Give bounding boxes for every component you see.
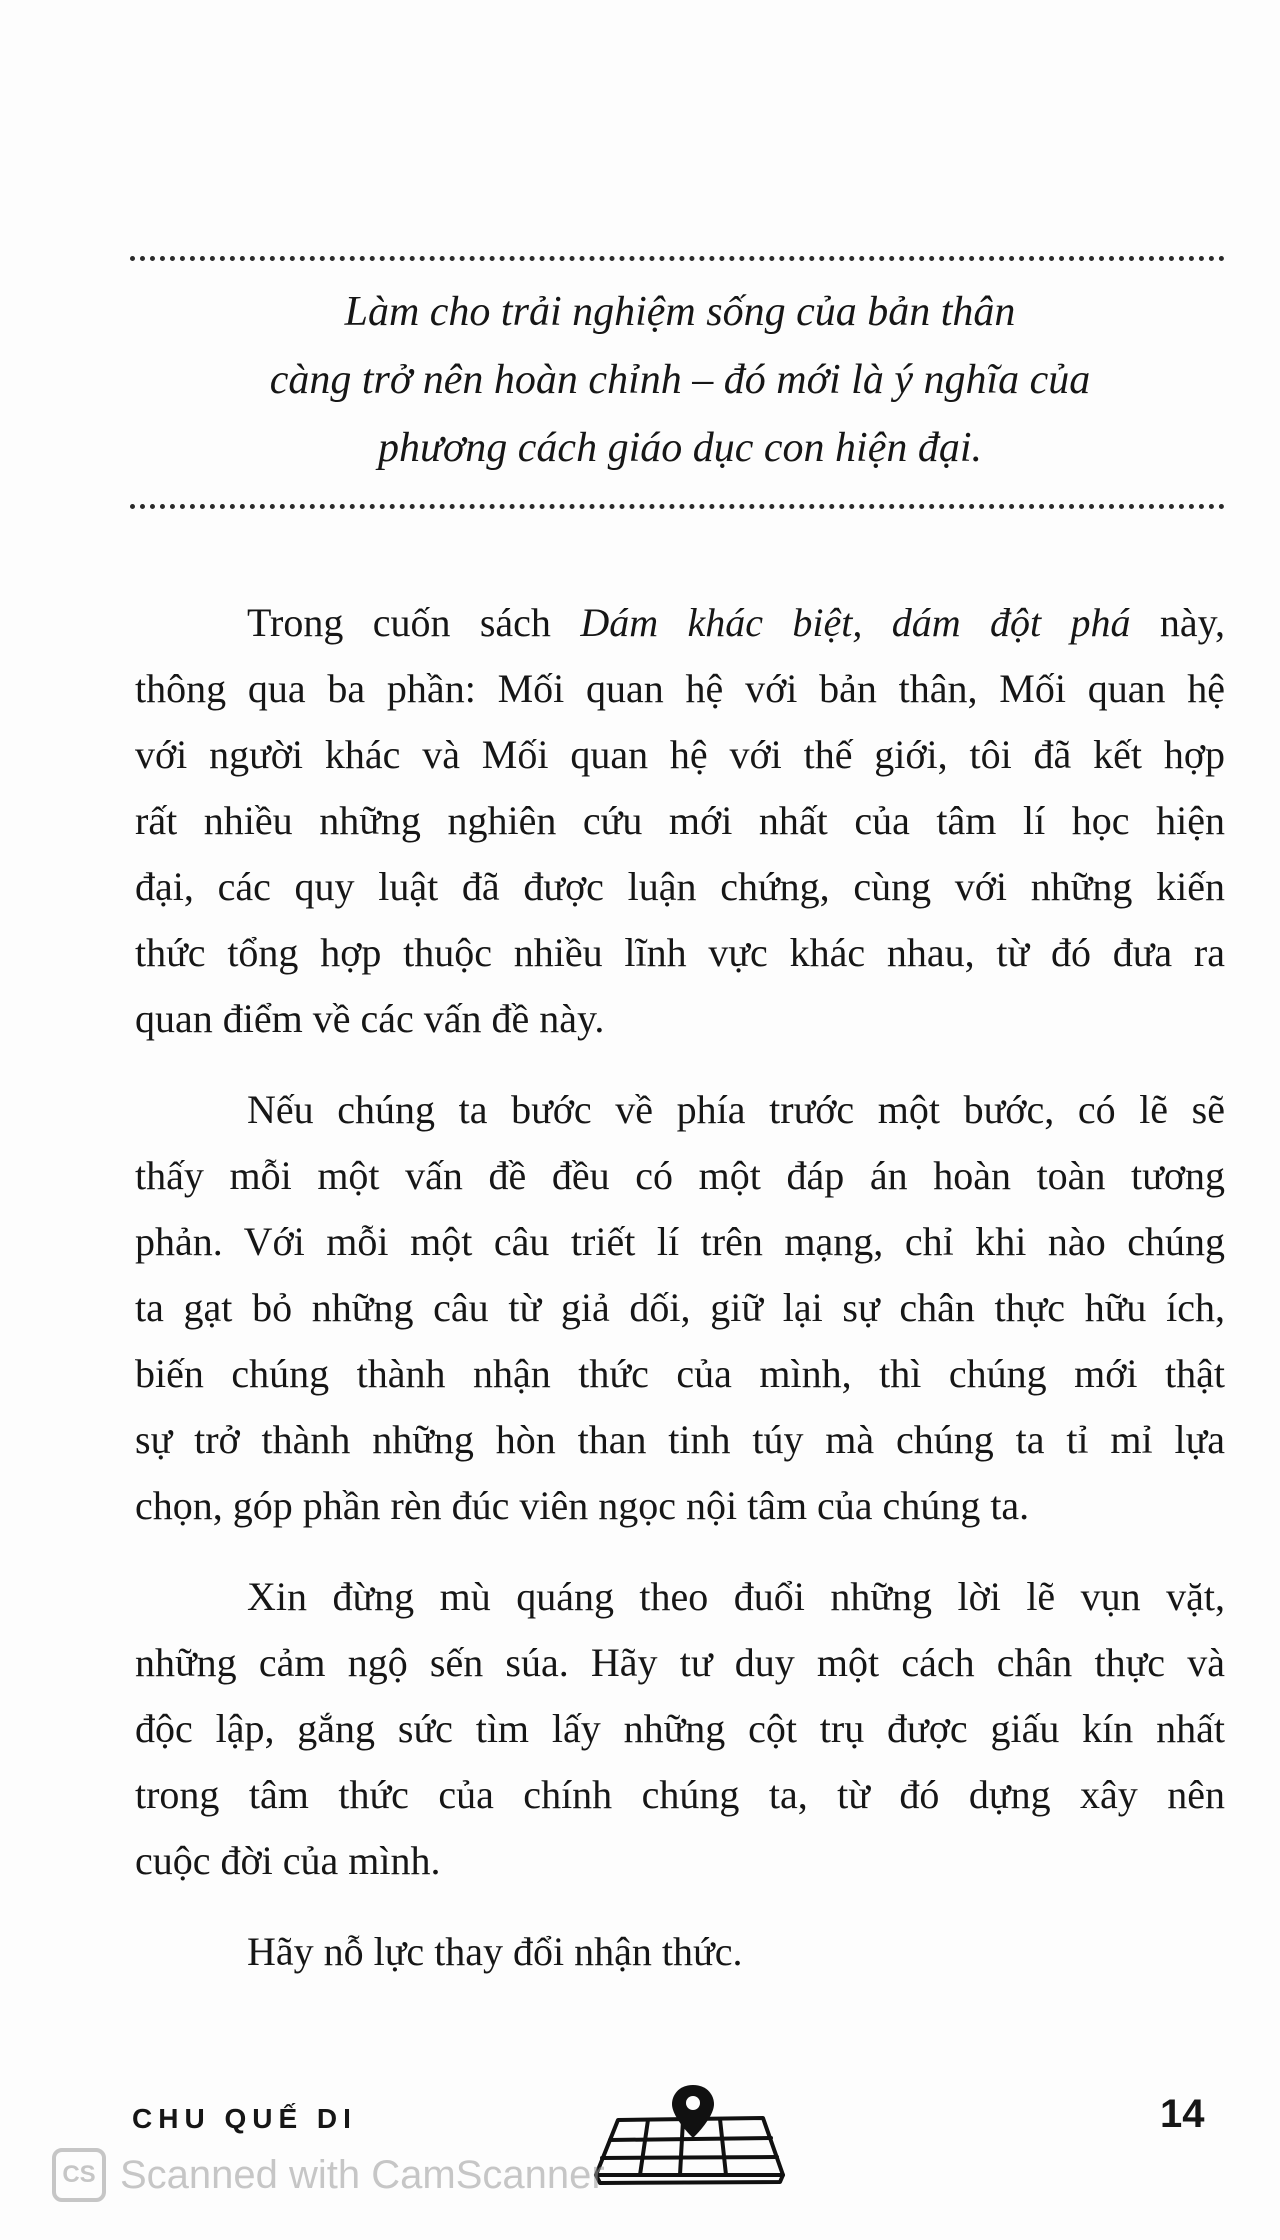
text-line: với người khác và Mối quan hệ với thế giới, tôi đã kết hợp: [135, 732, 1225, 777]
text-line: quan điểm về các vấn đề này.: [135, 996, 605, 1041]
body-text: [135, 590, 1225, 2010]
pull-quote: [140, 278, 1220, 482]
quote-line: Làm cho trải nghiệm sống của bản thân: [344, 289, 1016, 335]
text-line: những cảm ngộ sến súa. Hãy tư duy một cách chân thực và: [135, 1640, 1225, 1685]
text-line: trong tâm thức của chính chúng ta, từ đó dựng xây nên: [135, 1772, 1225, 1817]
text-line: sự trở thành những hòn than tinh túy mà chúng ta tỉ mỉ lựa: [135, 1417, 1225, 1462]
text-line: thức tổng hợp thuộc nhiều lĩnh vực khác nhau, từ đó đưa ra: [135, 930, 1225, 975]
text-line: cuộc đời của mình.: [135, 1838, 441, 1883]
paragraph: [135, 1077, 1225, 1539]
paragraph: [135, 1564, 1225, 1894]
page-number: 14: [1160, 2092, 1205, 2136]
footer-author: CHU QUẾ DI: [132, 2103, 357, 2134]
map-pin-icon: [588, 2080, 788, 2190]
dotted-divider-bottom: [130, 504, 1225, 509]
text-line: rất nhiều những nghiên cứu mới nhất của tâm lí học hiện: [135, 798, 1225, 843]
text-line: biến chúng thành nhận thức của mình, thì chúng mới thật: [135, 1351, 1225, 1396]
paragraph: [135, 590, 1225, 1052]
text-line: thấy mỗi một vấn đề đều có một đáp án hoàn toàn tương: [135, 1153, 1225, 1198]
camscanner-watermark: [52, 2146, 605, 2204]
text-line: Nếu chúng ta bước về phía trước một bước, có lẽ sẽ: [247, 1087, 1225, 1132]
book-title: Dám khác biệt, dám đột phá: [580, 600, 1131, 645]
quote-line: phương cách giáo dục con hiện đại.: [377, 425, 983, 471]
text-line: đại, các quy luật đã được luận chứng, cùng với những kiến: [135, 864, 1225, 909]
text-line: độc lập, gắng sức tìm lấy những cột trụ được giấu kín nhất: [135, 1706, 1225, 1751]
watermark-text: Scanned with CamScanner: [120, 2152, 605, 2197]
camscanner-logo-icon: CS: [52, 2148, 106, 2202]
text-line: phản. Với mỗi một câu triết lí trên mạng, chỉ khi nào chúng: [135, 1219, 1225, 1264]
text-line: chọn, góp phần rèn đúc viên ngọc nội tâm của chúng ta.: [135, 1483, 1030, 1528]
text-line: Hãy nỗ lực thay đổi nhận thức.: [247, 1929, 743, 1974]
quote-line: càng trở nên hoàn chỉnh – đó mới là ý nghĩa của: [269, 357, 1091, 403]
text-line: Trong cuốn sách Dám khác biệt, dám đột phá này,: [247, 600, 1226, 645]
text-line: ta gạt bỏ những câu từ giả dối, giữ lại sự chân thực hữu ích,: [135, 1285, 1225, 1330]
text-line: thông qua ba phần: Mối quan hệ với bản thân, Mối quan hệ: [135, 666, 1225, 711]
dotted-divider-top: [130, 256, 1225, 261]
paragraph: [135, 1919, 1225, 1985]
text-line: Xin đừng mù quáng theo đuổi những lời lẽ vụn vặt,: [247, 1574, 1225, 1619]
